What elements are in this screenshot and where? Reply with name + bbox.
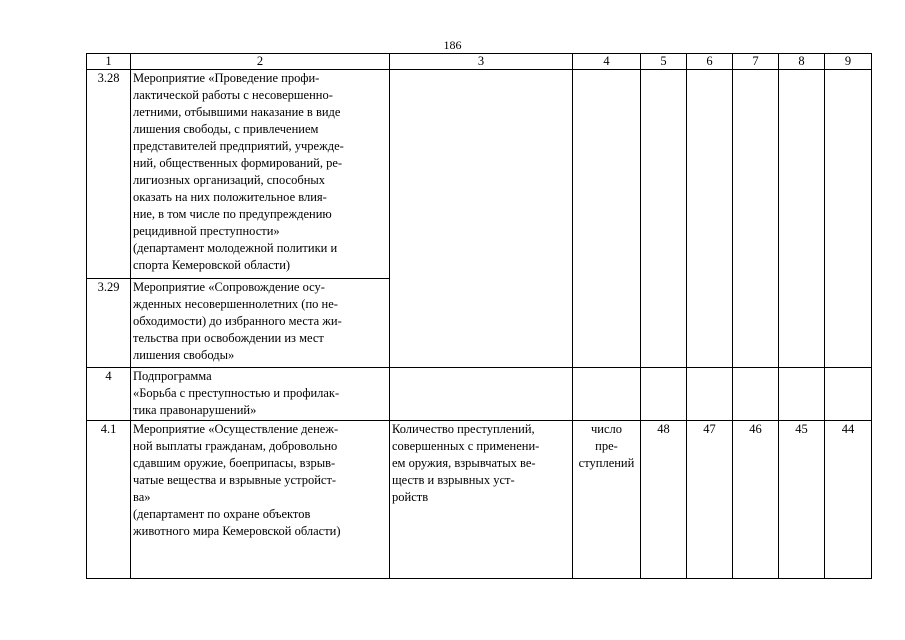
table-row xyxy=(87,368,872,421)
unit-cell: число пре- ступлений xyxy=(573,421,641,579)
table-row xyxy=(87,421,872,579)
value-cell: 46 xyxy=(733,421,779,579)
event-description: Мероприятие «Проведение профи- лактической работы с несовершенно- летними, отбывшими наказание в виде лишения свободы, с привлечением представителей предприятий, учрежде- ний, общественных формирований, ре- лигиозных организаций, способных оказать на них положительное влия- ние, в том числе по предупреждению рецидивной преступности» (департамент молодежной политики и спорта Кемеровской области) xyxy=(131,70,390,279)
value-cell xyxy=(687,368,733,421)
header-cell: 5 xyxy=(641,54,687,70)
header-cell: 4 xyxy=(573,54,641,70)
program-table xyxy=(86,53,872,579)
value-cell xyxy=(825,368,872,421)
header-cell: 9 xyxy=(825,54,872,70)
indicator-cell xyxy=(390,70,573,368)
indicator-cell xyxy=(390,368,573,421)
header-cell: 3 xyxy=(390,54,573,70)
value-cell: 44 xyxy=(825,421,872,579)
table-row xyxy=(87,70,872,279)
header-cell: 2 xyxy=(131,54,390,70)
header-cell: 6 xyxy=(687,54,733,70)
header-row xyxy=(87,54,872,70)
value-cell: 47 xyxy=(687,421,733,579)
row-number: 3.28 xyxy=(87,70,131,279)
value-cell xyxy=(641,70,687,368)
row-number: 3.29 xyxy=(87,279,131,368)
value-cell xyxy=(641,368,687,421)
unit-cell xyxy=(573,368,641,421)
value-cell xyxy=(733,70,779,368)
header-cell: 1 xyxy=(87,54,131,70)
value-cell xyxy=(687,70,733,368)
header-cell: 8 xyxy=(779,54,825,70)
header-cell: 7 xyxy=(733,54,779,70)
value-cell xyxy=(779,70,825,368)
row-number: 4 xyxy=(87,368,131,421)
value-cell xyxy=(733,368,779,421)
row-number: 4.1 xyxy=(87,421,131,579)
event-description: Мероприятие «Сопровождение осу- жденных несовершеннолетних (по не- обходимости) до избранного места жи- тельства при освобождении из мест лишения свободы» xyxy=(131,279,390,368)
event-description: Мероприятие «Осуществление денеж- ной выплаты гражданам, добровольно сдавшим оружие, боеприпасы, взрыв- чатые вещества и взрывные устройст- ва» (департамент по охране объектов животного мира Кемеровской области) xyxy=(131,421,390,579)
value-cell xyxy=(825,70,872,368)
page-number: 186 xyxy=(443,38,462,52)
unit-cell xyxy=(573,70,641,368)
indicator-cell: Количество преступлений, совершенных с применени- ем оружия, взрывчатых ве- ществ и взрывных уст- ройств xyxy=(390,421,573,579)
value-cell xyxy=(779,368,825,421)
subprogram-title: Подпрограмма «Борьба с преступностью и профилак- тика правонарушений» xyxy=(131,368,390,421)
value-cell: 45 xyxy=(779,421,825,579)
value-cell: 48 xyxy=(641,421,687,579)
